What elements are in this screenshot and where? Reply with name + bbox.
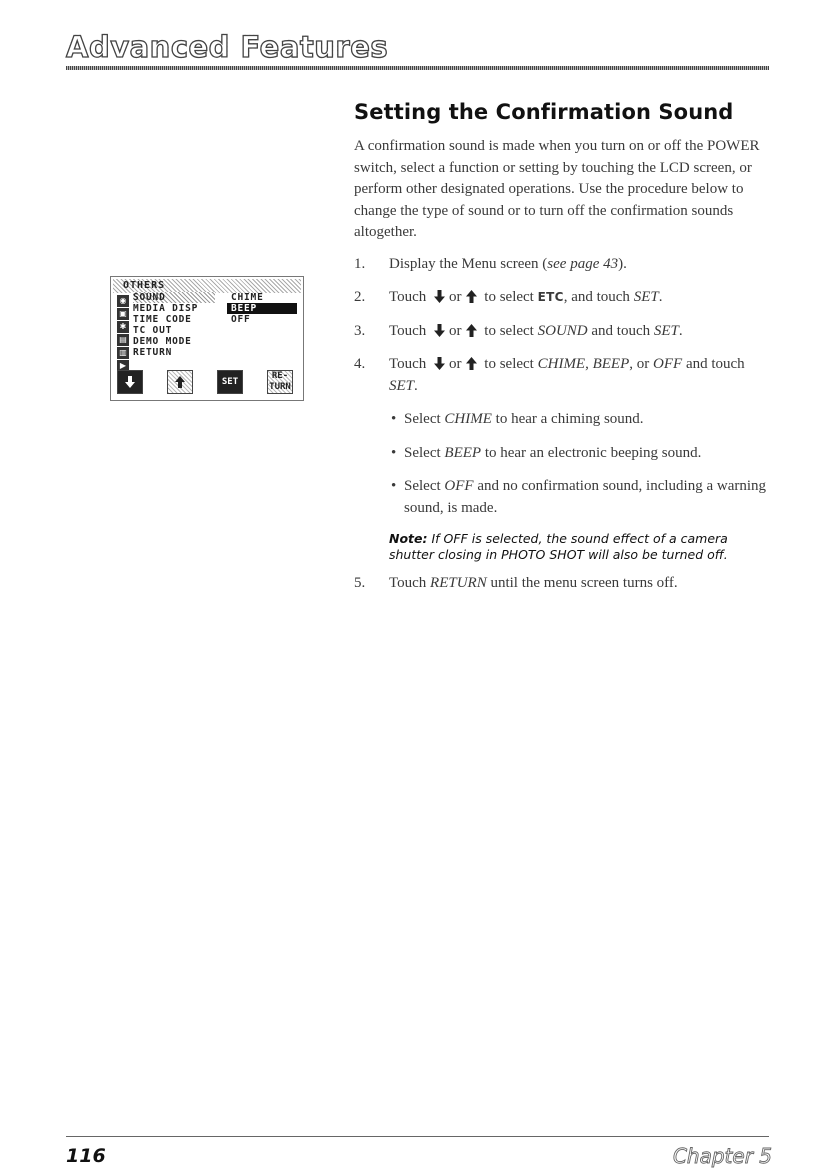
note [354,531,749,563]
lcd-menu-item-media-disp[interactable]: MEDIA DISP [133,303,199,314]
bullet-item: BEEP [444,444,482,461]
step-or: or [449,356,462,372]
set-label: SET [221,377,239,387]
chime-reference: CHIME [537,356,586,372]
step-text-end: . [414,377,418,394]
step-number: 2. [354,289,366,305]
step-or: or [449,289,462,305]
step-text-end: ). [618,255,627,272]
up-arrow-icon [174,376,186,388]
play-icon: ▶ [117,360,129,372]
step-number: 5. [354,575,366,591]
main-content [354,100,774,607]
note-text: If OFF is selected, the sound effect of a camera shutter closing in PHOTO SHOT will also be turned off. [389,531,728,562]
bullet-item: OFF [444,478,474,494]
bullet-item: CHIME [444,411,492,427]
step-select: to select [484,322,534,339]
set-reference: SET [633,289,659,305]
up-arrow-icon [466,324,477,337]
bullet-pre: Select [404,444,441,461]
lcd-option-off[interactable]: OFF [231,314,251,325]
bullet-dot: • [391,411,397,427]
note-label: Note: [389,531,428,546]
bullet-dot: • [391,444,397,461]
step-touch: Touch [389,289,427,305]
bullet-dot: • [391,478,397,494]
step-and-touch: , and touch [563,289,630,305]
bullet-beep [354,443,774,465]
step-1 [354,254,774,276]
step-number: 1. [354,255,366,272]
bullet-post: and no confirmation sound, including a warning sound, is made. [404,478,767,516]
step-text-end: . [658,289,663,305]
page-reference: see page 43 [547,255,619,272]
step-text-end: . [678,322,683,339]
header-rule [66,66,769,70]
lcd-menu-item-sound[interactable]: SOUND [133,292,215,303]
lcd-option-beep[interactable]: BEEP [227,303,297,314]
down-arrow-icon [434,290,445,303]
step-text: Display the Menu screen ( [389,255,548,272]
lcd-menu-item-demo-mode[interactable]: DEMO MODE [133,336,192,347]
lcd-down-button[interactable] [117,370,143,394]
wrench-icon: ✱ [117,321,129,333]
step-number: 3. [354,322,366,339]
separator: , or [629,356,654,372]
return-label-line1: RE- [271,371,289,381]
down-arrow-icon [434,324,445,337]
off-reference: OFF [653,356,683,372]
step-2 [354,287,774,309]
up-arrow-icon [466,290,477,303]
lcd-title-bar [113,279,301,293]
step-touch: Touch [389,356,427,372]
page-number: 116 [66,1145,106,1167]
down-arrow-icon [124,376,136,388]
lcd-set-button[interactable] [217,370,243,394]
bullet-post: to hear a chiming sound. [495,411,644,427]
step-touch: Touch [389,322,427,339]
lcd-button-row [117,370,297,394]
lcd-up-button[interactable] [167,370,193,394]
tape-icon: ▣ [117,308,129,320]
lcd-option-list [227,292,297,325]
separator: , [585,356,593,372]
lcd-menu-illustration [110,276,304,401]
camera-icon: ◉ [117,295,129,307]
bullet-off [354,476,774,519]
card-icon: ▥ [117,347,129,359]
step-select: to select [484,356,534,372]
lcd-menu-list [133,292,215,358]
page-header [66,30,769,70]
etc-menu-label: ETC [537,290,564,304]
step-touch: Touch [389,575,427,591]
down-arrow-icon [434,357,445,370]
return-reference: RETURN [430,575,487,591]
lcd-menu-item-time-code[interactable]: TIME CODE [133,314,192,325]
up-arrow-icon [466,357,477,370]
section-title: Setting the Confirmation Sound [354,100,734,124]
footer-rule [66,1136,769,1137]
lcd-option-chime[interactable]: CHIME [231,292,264,303]
chapter-title: Advanced Features [66,30,389,64]
intro-paragraph: A confirmation sound is made when you turn on or off the POWER switch, select a function or setting by touching the LCD screen, or perform other designated operations. Use the procedure below to change the type of sound or to turn off the confirmation sounds altogether. [354,138,760,240]
step-or: or [449,322,462,339]
lcd-title: OTHERS [123,280,166,291]
step-5 [354,573,774,595]
bullet-chime [354,409,774,431]
step-text-end: until the menu screen turns off. [490,575,678,591]
beep-reference: BEEP [592,356,630,372]
sound-reference: SOUND [537,322,588,339]
display-icon: ▤ [117,334,129,346]
lcd-menu-item-tc-out[interactable]: TC OUT [133,325,173,336]
step-select: to select [484,289,534,305]
return-label-line2: TURN [269,382,291,392]
chapter-label: Chapter 5 [672,1144,772,1168]
step-4 [354,354,774,397]
bullet-pre: Select [404,411,441,427]
step-3 [354,321,774,343]
bullet-post: to hear an electronic beeping sound. [484,444,702,461]
set-reference: SET [389,377,415,394]
set-reference: SET [653,322,679,339]
step-number: 4. [354,356,366,372]
lcd-return-button[interactable] [267,370,293,394]
lcd-menu-item-return[interactable]: RETURN [133,347,173,358]
step-and-touch: and touch [685,356,745,372]
bullet-pre: Select [404,478,441,494]
step-and-touch: and touch [591,322,651,339]
